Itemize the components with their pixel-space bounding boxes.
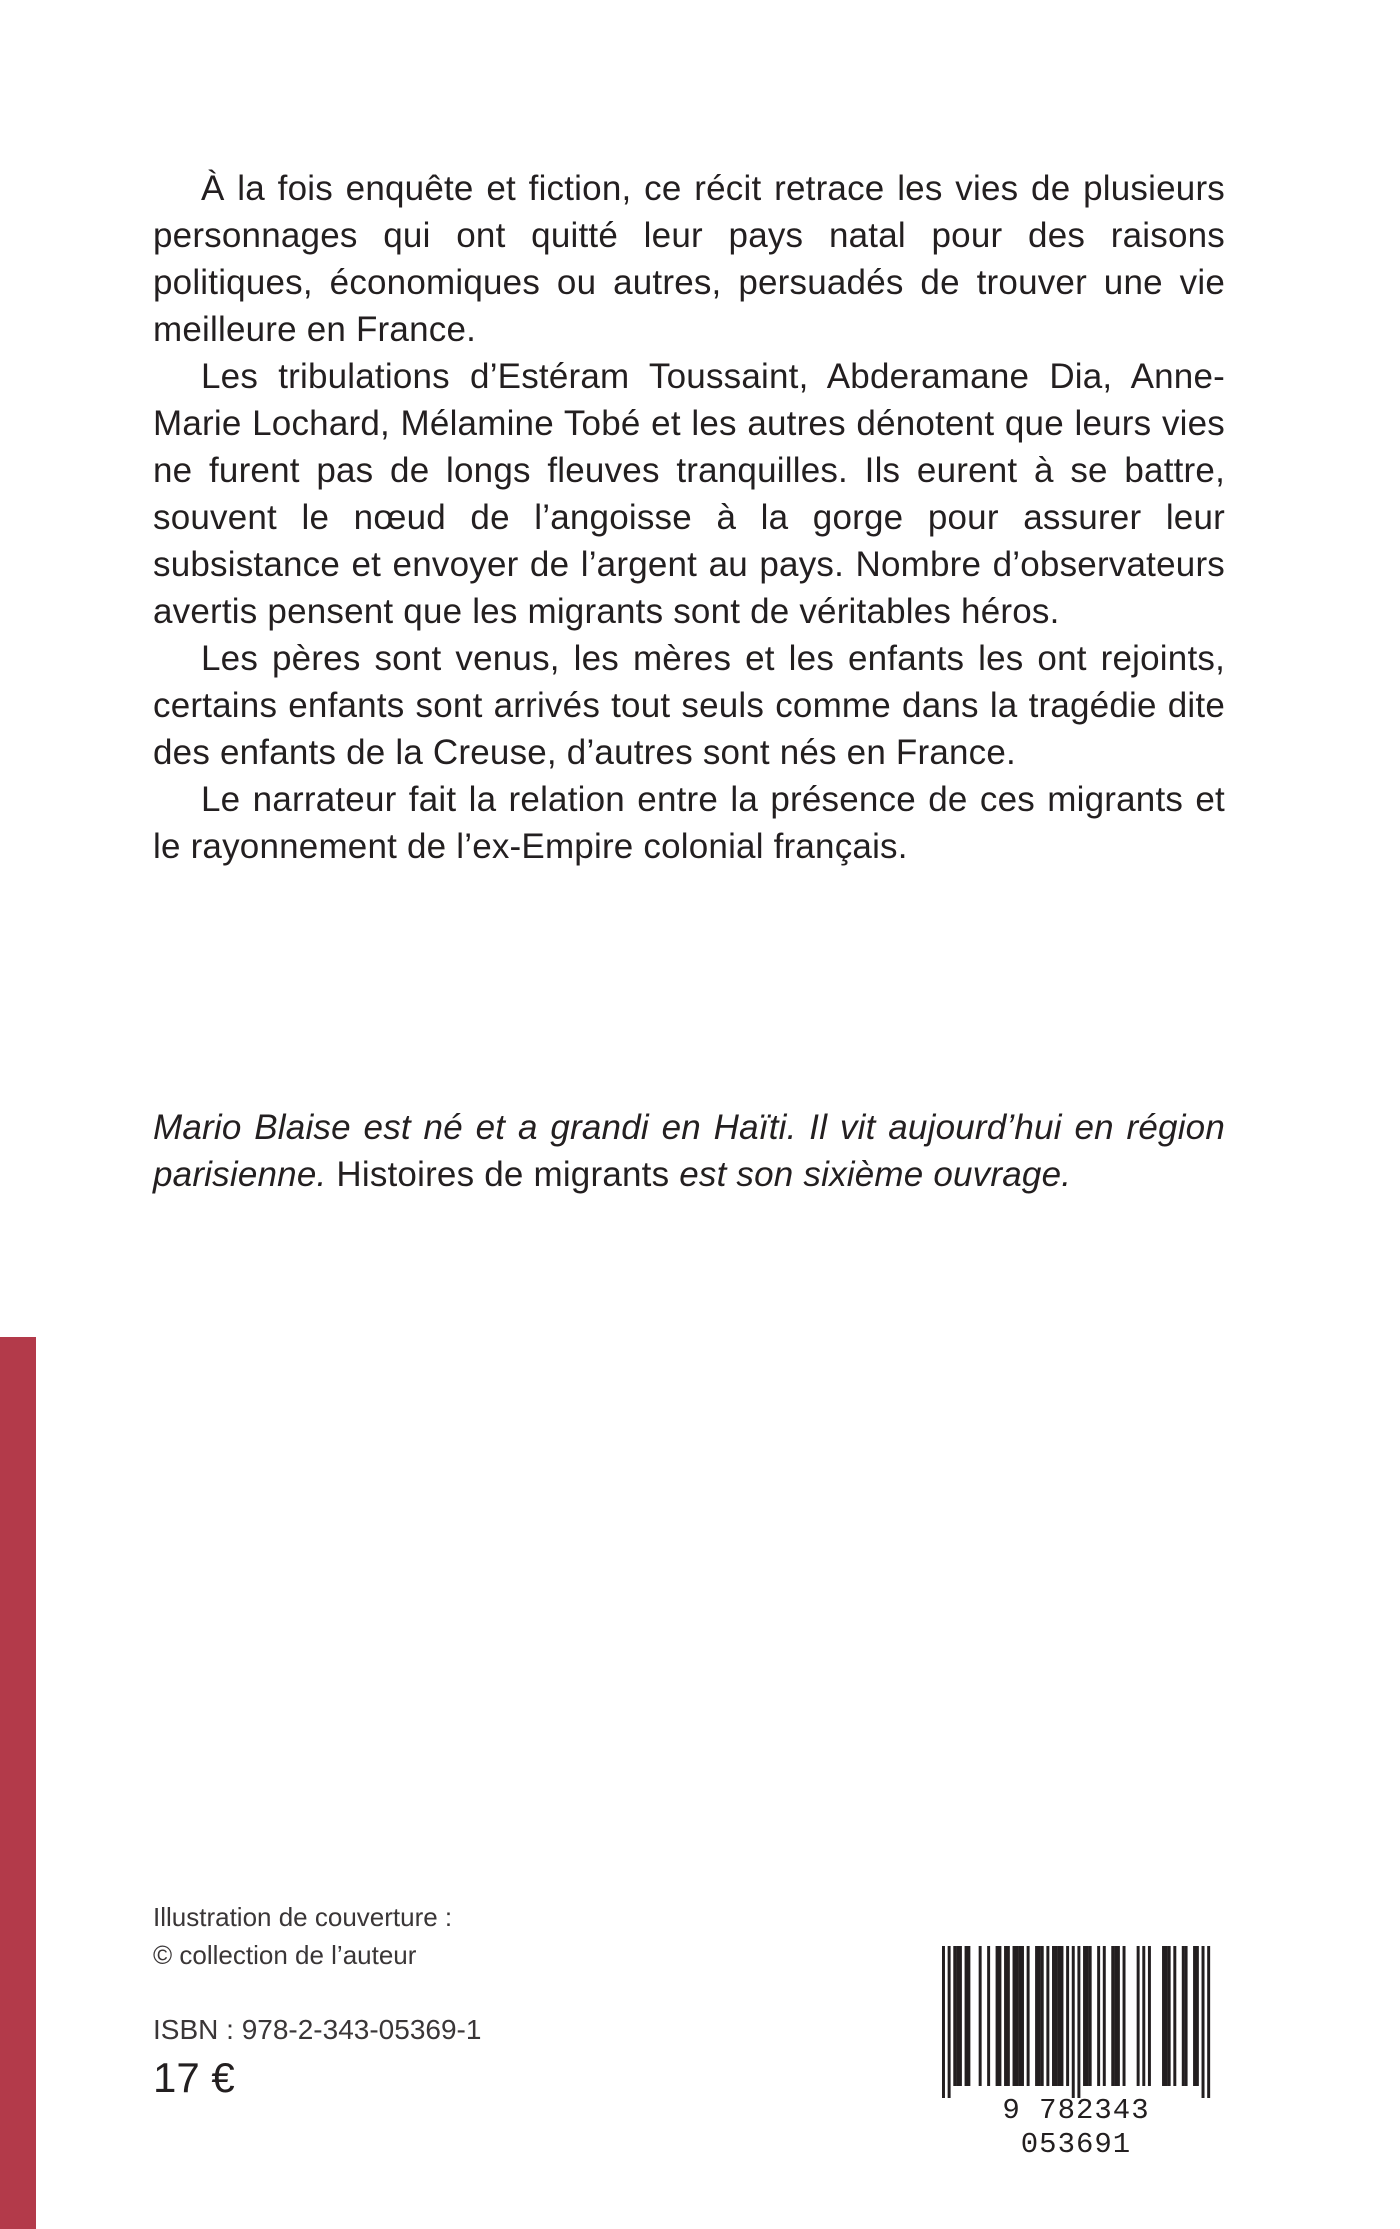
barcode-bar — [1041, 1946, 1044, 2086]
blurb-paragraph-1: À la fois enquête et fiction, ce récit retrace les vies de plusieurs personnages qui ont quitté leur pays natal pour des raisons politiques, économiques ou autres, persuadés de trouver une vie meilleure en France. — [153, 169, 1225, 349]
barcode-bar — [1018, 1946, 1021, 2086]
barcode-bar — [1097, 1946, 1100, 2086]
barcode-bar — [959, 1946, 962, 2086]
book-title: Histoires de migrants — [326, 1155, 680, 1194]
credits-line-1: Illustration de couverture : — [153, 1902, 453, 1932]
author-bio — [153, 1104, 1225, 1198]
book-blurb — [153, 165, 1225, 870]
barcode-bar — [1207, 1946, 1210, 2098]
barcode-bar — [1038, 1946, 1041, 2086]
barcode-bar — [1111, 1946, 1114, 2086]
barcode-bar — [1046, 1946, 1049, 2086]
barcode-bar — [967, 1946, 970, 2086]
barcode-bar — [979, 1946, 982, 2086]
blurb-paragraph-3: Les pères sont venus, les mères et les enfants les ont rejoints, certains enfants sont arrivés tout seuls comme dans la tragédie dite des enfants de la Creuse, d’autres sont nés en France. — [153, 639, 1225, 772]
barcode-bar — [1173, 1946, 1176, 2086]
barcode-bar — [987, 1946, 990, 2086]
barcode-bar — [956, 1946, 959, 2086]
barcode-bar — [965, 1946, 968, 2086]
barcode-bar — [1162, 1946, 1165, 2086]
barcode-bar — [1058, 1946, 1061, 2086]
barcode-bar — [1021, 1946, 1024, 2086]
author-bio-text-1: est né et a grandi en Haïti. Il vit aujourd’hui en région parisienne. — [153, 1108, 1226, 1194]
barcode-bar — [1007, 1946, 1010, 2086]
barcode-bar — [953, 1946, 956, 2086]
barcode-bar — [1004, 1946, 1007, 2086]
barcode-bar — [1027, 1946, 1030, 2086]
author-name: Mario Blaise — [153, 1108, 351, 1147]
barcode-bar — [948, 1946, 951, 2098]
barcode-bar — [1052, 1946, 1055, 2086]
barcode-bar — [1083, 1946, 1086, 2086]
barcode-bar — [996, 1946, 999, 2086]
barcode-bar — [1123, 1946, 1126, 2086]
barcode-bar — [1035, 1946, 1038, 2086]
price: 17 € — [153, 2054, 235, 2101]
barcode-bar — [1168, 1946, 1171, 2086]
barcode-bar — [1165, 1946, 1168, 2086]
accent-band — [0, 1337, 36, 2229]
barcode-bar — [1086, 1946, 1089, 2086]
barcode-bar — [998, 1946, 1001, 2086]
barcode-bar — [1066, 1946, 1069, 2086]
barcode-bar — [1060, 1946, 1063, 2086]
barcode-bar — [1148, 1946, 1151, 2086]
barcode-bar — [1072, 1946, 1075, 2098]
blurb-paragraph-2: Les tribulations d’Estéram Toussaint, Abderamane Dia, Anne-Marie Lochard, Mélamine Tobé et les autres dénotent que leurs vies ne furent pas de longs fleuves tranquilles. Ils eurent à se battre, souvent le nœud de l’angoisse à la gorge pour assurer leur subsistance et envoyer de l’argent au pays. Nombre d’observateurs avertis pensent que les migrants sont de véritables héros. — [153, 357, 1225, 631]
credits-line-2: © collection de l’auteur — [153, 1940, 417, 1970]
barcode-bar — [1103, 1946, 1106, 2086]
barcode-bar — [1137, 1946, 1140, 2086]
barcode-bar — [1089, 1946, 1092, 2086]
illustration-credits — [153, 1898, 452, 1974]
barcode-bar — [1193, 1946, 1196, 2086]
barcode-bar — [1077, 1946, 1080, 2098]
barcode-bar — [1013, 1946, 1016, 2086]
barcode-bar — [1114, 1946, 1117, 2086]
barcode-bar — [1202, 1946, 1205, 2098]
barcode-bar — [942, 1946, 945, 2098]
isbn-number: ISBN : 978-2-343-05369-1 — [153, 2014, 482, 2045]
barcode-bar — [1117, 1946, 1120, 2086]
barcode-digits: 9 782343 053691 — [1002, 2094, 1150, 2161]
barcode-bar — [1142, 1946, 1145, 2086]
barcode-bar — [1015, 1946, 1018, 2086]
barcode-bar — [1185, 1946, 1188, 2086]
barcode-bar — [1196, 1946, 1199, 2086]
blurb-paragraph-4: Le narrateur fait la relation entre la présence de ces migrants et le rayonnement de l’ex-Empire colonial français. — [153, 780, 1225, 866]
barcode-bar — [1055, 1946, 1058, 2086]
barcode-bar — [1182, 1946, 1185, 2086]
author-bio-text-2: est son sixième ouvrage. — [679, 1155, 1072, 1194]
